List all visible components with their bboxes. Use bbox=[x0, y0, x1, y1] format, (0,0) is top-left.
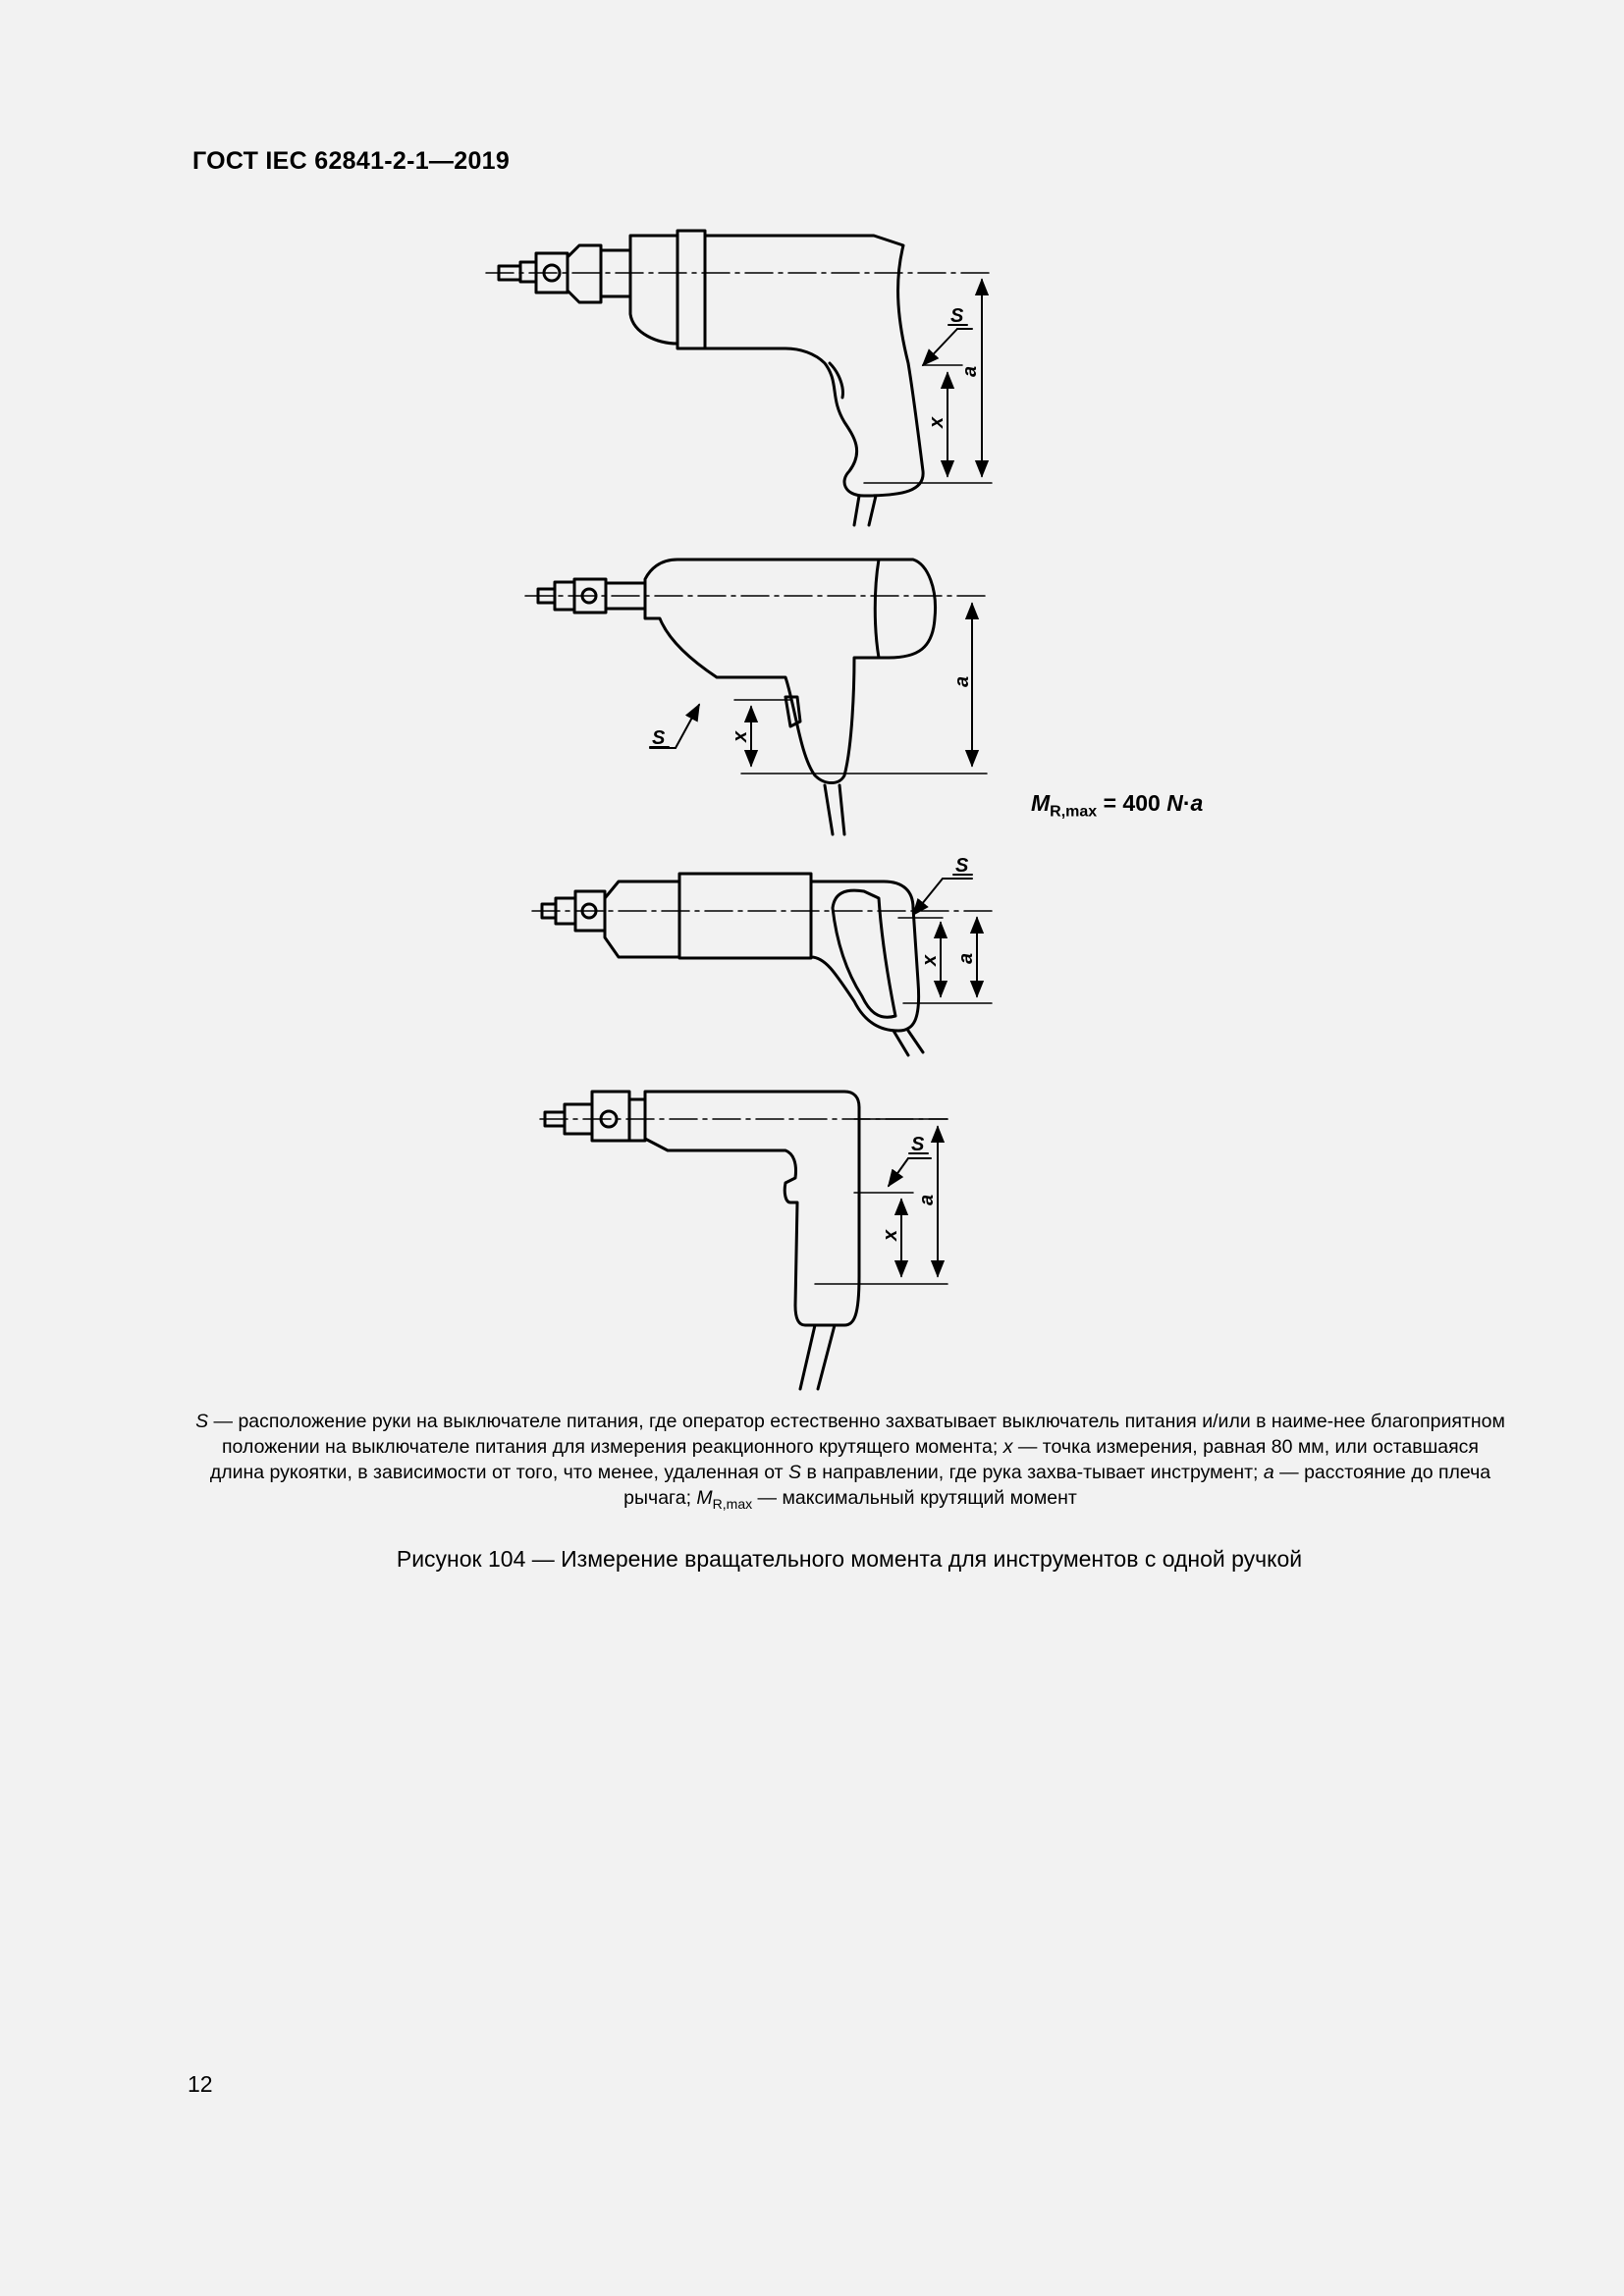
label-a-3: a bbox=[955, 952, 977, 964]
figure-caption: Рисунок 104 — Измерение вращательного момента для инструментов с одной ручкой bbox=[396, 1546, 1303, 1572]
label-x-3: x bbox=[919, 954, 941, 966]
label-s-4: S bbox=[911, 1134, 925, 1155]
label-a-4: a bbox=[916, 1194, 938, 1205]
label-x-2: x bbox=[730, 730, 751, 742]
label-s-2: S bbox=[652, 727, 666, 749]
torque-formula: $M_{R,max} = 400$ N·a bbox=[1031, 790, 1204, 821]
label-x-1: x bbox=[926, 416, 947, 428]
label-a-2: a bbox=[951, 675, 973, 687]
label-a-1: a bbox=[959, 365, 981, 377]
drill-2 bbox=[525, 560, 987, 834]
figure-legend: S — расположение руки на выключателе питания, где оператор естественно захватывает выключатель питания и/или в наиме-нее благоприятном положении на выключателе питания для измерения реакционного крутящего момента; x — точка измерения, равная 80 мм, или оставшаяся длина рукоятки, в зависимости от того, что менее, удаленная от S в направлении, где рука захва-тывает инструмент; a — расстояние до плеча рычага; $M_{R,max}$ — максимальный крутящий момент bbox=[195, 1411, 1505, 1512]
document-header: ГОСТ IEC 62841-2-1—2019 bbox=[192, 147, 511, 175]
page-number: 12 bbox=[188, 2071, 213, 2097]
drill-1 bbox=[486, 231, 992, 525]
label-s-3: S bbox=[955, 855, 969, 877]
label-x-4: x bbox=[880, 1229, 901, 1241]
label-s-1: S bbox=[950, 305, 964, 327]
